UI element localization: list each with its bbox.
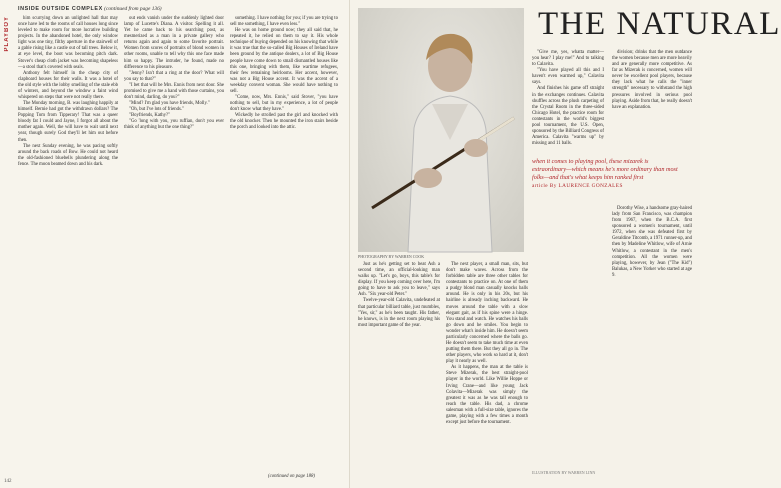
left-page — [0, 0, 350, 488]
page-number: 142 — [4, 479, 12, 484]
paragraph: The next player, a small man, sits, but don't make waves. Across from the forbidden table are three other tables for contestants to practice on. At one of them a pudgy blond man casually knocks balls around. He is only in his 20s, but his hairline is already inching backward. He moves around the table with a slow elegant gait, as if his spine were a hinge. You stand and watch. He watches his balls go down and he smiles. You begin to wonder what's inside him. He doesn't seem particularly concerned where the balls go. He doesn't seem to take much time at even putting them there. But they all go in. The other players, who work so hard at it, don't play it nearly as well. — [446, 262, 528, 365]
paragraph: Anthony felt himself in the cheap city of clapboard houses for their walls. It was a hotel of the old style with the lobby smelling of the stale ebb of winters, and beyond the window a faint wind whispered on steps that were not really there. — [18, 70, 118, 101]
running-head: PLAYBOY — [4, 16, 10, 52]
paragraph: Just as he's getting set to beat Ash a second time, an official-looking man walks up. "Let's go, boys, this table's for display. If you keep coming over here, I'm going to have to ask you to leave," says Ash. "Six year-old Peter." — [358, 262, 440, 298]
paragraph: Dorothy Wise, a handsome gray-haired lady from San Francisco, was champion from 1967, when the B.C.A. first sponsored a women's tournament, until 1972, when she was defeated first by Geraldine Titcomb, a 1971 runner-up, and then by Madeline Whitlow, wife of Arnie Whitlow, a contestant in the men's competition. All the women were playing, however, by Jean ("The Kid") Balukas, a New Yorker who started at age 9. — [612, 206, 692, 278]
paragraph: As it happens, the man at the table is Steve Mizerak, the best straight-pool player in the world. Like Willie Hoppe or Irving Crane—and like young Jack Colavita—Mizerak was simply the greatest it was as he was tall enough to reach the table. His dad, a chrome salesman with a full-size table, ignores the game, playing with a few times a month except just before the tournament. — [446, 365, 528, 426]
paragraph: Wickedly he strolled past the girl and knocked with the old knocker. Then he mounted the iron stairs beside the porch and looked into the attic. — [230, 113, 338, 131]
byline: article By LAURENCE GONZALES — [532, 182, 623, 189]
illustration-credit: ILLUSTRATION BY WARREN LINN — [532, 470, 596, 475]
continued-on-note: (continued on page 188) — [268, 474, 316, 479]
paragraph: "Give me, yes, whatta matter—you hear? I play me!" And to talking to Calavita. — [532, 50, 604, 68]
right-bottom-column-1 — [358, 262, 440, 476]
paragraph: The Monday morning, B. was laughing happily at himself. Bernie had got the withdrawn dollars? The Popping Tom from Tipperary! That was a queer bloody fat I could and Jayne, I forgot all about the mother again. Well, the will have to wait until next year, though surely God they'll let him out before then. — [18, 101, 118, 143]
paragraph: Twelve-year-old Calavita, undefeated at that particular billiard table, just mumbles, "Yes, sir," as he's been taught. His father, he knows, is in the next room playing his most important game of the year. — [358, 298, 440, 328]
left-column-2 — [124, 16, 224, 476]
paragraph: "Mind? I'm glad you have friends, Molly." — [129, 101, 210, 107]
article-deck — [532, 158, 684, 191]
left-column-1 — [18, 16, 118, 476]
paragraph: "You have played all this and I haven't even warmed up," Calavita says. — [532, 68, 604, 86]
photo-credit: PHOTOGRAPHY BY WARREN COOK — [358, 254, 425, 259]
paragraph: "Oh, but I've lots of friends." — [129, 107, 184, 113]
right-bottom-column-2 — [446, 262, 528, 476]
deck-text: when it comes to playing pool, these mizarek is extraordinary—which means he's more ordinary than most folks—and that's what keeps him ranked first — [532, 158, 678, 181]
paragraph: "Go 'long with you, you ruffian, don't you ever think of anything but the one thing?" — [124, 119, 224, 131]
paragraph: something. I have nothing for you; if you are trying to sell me something, I have even less." — [230, 16, 338, 28]
paragraph: out ends vanish under the suddenly lighted door lamp of Lucette's Diana. A visitor. Spelling it all. Yet he came back to his searching post, as mesmerized as a man in a private gallery who returns again and again to some favorite portrait. Women from scores of portraits of blond women in other rooms, unable to tell why this one face made him so happy. The intruder, he found, made no difference to his pleasure. — [124, 16, 224, 70]
player-silhouette-image — [358, 8, 524, 252]
pool-player-photo — [358, 8, 524, 252]
section-title: INSIDE OUTSIDE COMPLEX — [18, 6, 103, 12]
paragraph: And finishes his game off straight in the exchanges continues. Calavita shuffles across the plush carpeting of the Crystal Room in the three-sided Chicago Hotel, the practice room for contestants in the world's biggest pool tournament, the U.S. Open, sponsored by the Billiard Congress of America. Calavita "warms up" by missing and 11 balls. — [532, 86, 604, 147]
right-bottom-column-3 — [612, 206, 692, 476]
paragraph: "Boyfriends, Kathy?" — [129, 113, 171, 119]
continued-note: (continued from page 136) — [104, 6, 162, 12]
paragraph: He was on home ground now; they all said that, he repeated it, he relied on them to say it. His whole technique of buying depended on his knowing that while it was true that the so-called Big Houses of Ireland have been ground by the antique dealers, a lot of Big House people have come down to small dismantled houses like this one, bringing with them, like wartime refugees, their few remaining heirlooms. Her accent, however, was not a Big House accent. It was the accent of a weekday convent woman. She would have nothing to sell. — [230, 28, 338, 94]
right-top-column-1 — [532, 50, 604, 154]
paragraph: division; drinks that the men outdance the women because men are more heavily and are generally more competitive. As far as Mizerak is concerned, women will never be excellent pool players, because they lack what he calls the "inner strength" necessary to withstand the high pressures involved in serious pool playing. Aside from that, he really doesn't have an explanation. — [612, 50, 692, 110]
paragraph: The next Sunday evening, he was pacing softly around the back roads of Bow. He could not heard the old-fashioned bluebells plundering along the fence. The moon beamed down and his dark. — [18, 143, 118, 167]
paragraph: him scurrying down an unlighted hall that may once have led to the rooms of call houses long since leveled to make room for more lucrative building projects. In the abandoned hotel, the only window light was one tiny, filthy aperture in the stairwell of a gable rising like a castle out of tall trees. Below it, at eye level, the boot was becoming pitch dark. Stover's cheap cloth jacket was becoming shapeless—a stool that's covered with seals. — [18, 16, 118, 70]
paragraph: "I bet that will be Mrs. Ennis from next door. She promised to give me a hand with those curtains, you don't mind, darling, do you?" — [124, 82, 224, 101]
article-title: THE NATURAL — [538, 6, 781, 42]
paragraph: "Jenny? Isn't that a ring at the door? What will you say to that?" — [124, 70, 224, 82]
paragraph: "Come, now, Mrs. Ennis," said Stover, "you have nothing to sell, but in my experience, a lot of people don't know what they have." — [230, 95, 338, 113]
section-header — [18, 6, 162, 12]
left-column-3 — [230, 16, 338, 468]
right-page — [350, 0, 781, 488]
